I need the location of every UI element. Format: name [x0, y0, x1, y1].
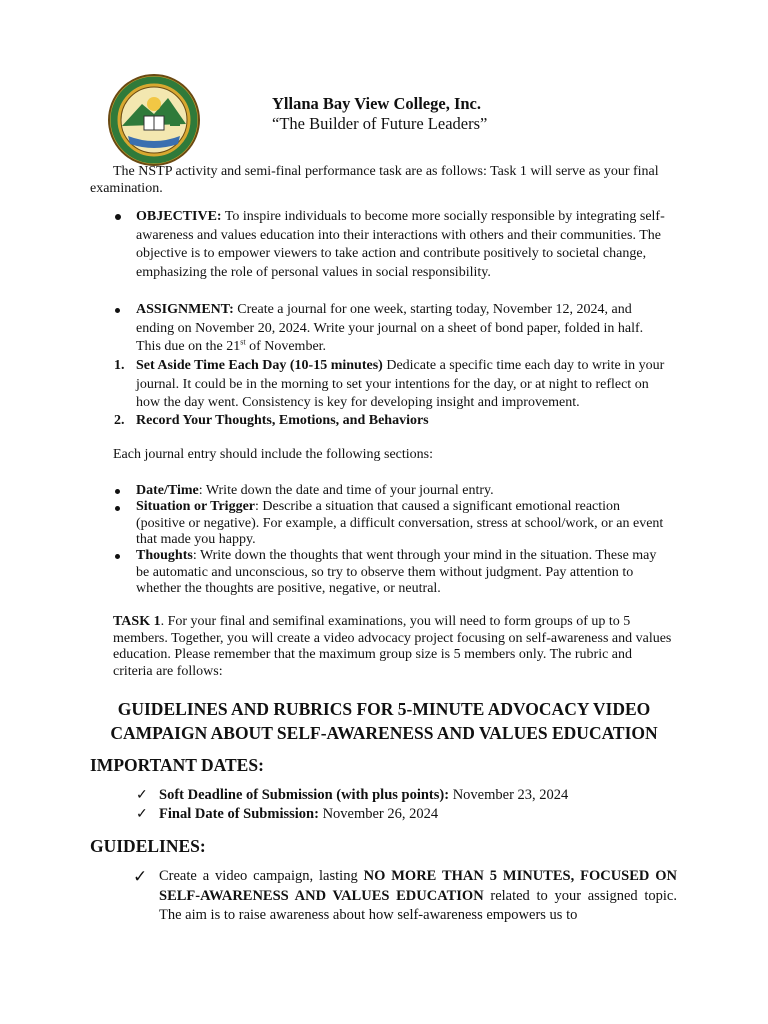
objective-text: To inspire individuals to become more socially responsible by integrating self-awareness and values education into their interactions with others and their communities. The objective is to empower viewers to take action and contribute positively to societal change, emphasizing the role of personal values in social responsibility. [136, 209, 665, 280]
guideline-text: Create a video campaign, lasting [159, 868, 364, 884]
guideline-bold: SELF-AWARENESS AND VALUES EDUCATION [159, 887, 484, 904]
assignment-item [136, 301, 670, 357]
assignment-ordinal: st [240, 337, 246, 347]
objective-item [136, 208, 670, 282]
checkmark-icon: ✓ [136, 807, 148, 822]
section-text: : Write down the thoughts that went through your mind in the situation. These may be automatic and unconscious, so try to observe them without judgment. Pay attention to whether the thoughts are positive, negative, or neutral. [136, 548, 657, 596]
step-label: Set Aside Time Each Day (10-15 minutes) [136, 358, 383, 373]
bullet-dot [115, 554, 120, 559]
bullet-dot [115, 214, 121, 220]
step-label: Record Your Thoughts, Emotions, and Behaviors [136, 413, 429, 428]
assignment-text: Create a journal for one week, starting today, November 12, 2024, and ending on November 20, 2024. Write your journal on a sheet of bond paper, folded in half. This due on the 21 [136, 302, 644, 354]
title-line: GUIDELINES AND RUBRICS FOR 5-MINUTE ADVOCACY VIDEO [117, 699, 651, 719]
title-line: CAMPAIGN ABOUT SELF-AWARENESS AND VALUES EDUCATION [110, 723, 658, 743]
date-value: November 26, 2024 [318, 806, 439, 822]
step-text: Dedicate a specific time each day to write in your journal. It could be in the morning to set your intentions for the day, or at night to reflect on how the day went. Consistency is key for developing insight and improvement. [136, 358, 665, 410]
bullet-dot [115, 308, 120, 313]
college-motto: “The Builder of Future Leaders” [272, 114, 488, 133]
bullet-dot [115, 489, 120, 494]
objective-label: OBJECTIVE: [136, 209, 222, 224]
guidelines-heading: GUIDELINES: [90, 836, 206, 856]
date-item [159, 786, 679, 806]
step-number: 1. [114, 358, 125, 373]
assignment-label: ASSIGNMENT: [136, 302, 234, 317]
task-label: TASK 1 [113, 614, 161, 629]
section-label: Date/Time [136, 483, 199, 498]
section-item [136, 483, 670, 500]
task-paragraph [113, 614, 673, 681]
section-item [136, 548, 670, 598]
section-label: Situation or Trigger [136, 499, 255, 514]
college-seal-icon [108, 74, 200, 166]
important-dates-heading: IMPORTANT DATES: [90, 755, 264, 775]
section-text: : Write down the date and time of your journal entry. [198, 483, 494, 498]
checkmark-icon: ✓ [133, 867, 148, 886]
sections-intro: Each journal entry should include the following sections: [113, 447, 433, 462]
date-item [159, 805, 679, 825]
section-item [136, 499, 670, 549]
date-value: November 23, 2024 [449, 787, 569, 803]
guideline-bold: NO MORE THAN 5 MINUTES, FOCUSED ON [363, 868, 678, 884]
task-text: . For your final and semifinal examinations, you will need to form groups of up to 5 members. Together, you will create a video advocacy project focusing on self-awareness and values education. Please remember that the maximum group size is 5 members only. The rubric and criteria are follows: [113, 614, 672, 680]
date-label: Final Date of Submission: [159, 806, 319, 822]
step-item [136, 412, 670, 431]
guideline-item [159, 867, 677, 926]
date-label: Soft Deadline of Submission (with plus points): [159, 787, 450, 803]
step-item [136, 357, 670, 413]
section-text: : Describe a situation that caused a significant emotional reaction (positive or negative). For example, a difficult conversation, stress at school/work, or an event that made you happy. [136, 499, 664, 547]
checkmark-icon: ✓ [136, 788, 148, 803]
assignment-tail: of November. [245, 339, 327, 354]
section-label: Thoughts [136, 548, 193, 563]
guideline-text: related to your assigned topic. The aim is to raise awareness about how self-awareness empowers us to [159, 887, 677, 923]
step-number: 2. [114, 413, 125, 428]
guidelines-title [90, 697, 678, 745]
intro-paragraph: The NSTP activity and semi-final performance task are as follows: Task 1 will serve as your final examination. [90, 164, 659, 196]
college-name: Yllana Bay View College, Inc. [272, 94, 481, 113]
bullet-dot [115, 506, 120, 511]
document-header [272, 94, 487, 134]
